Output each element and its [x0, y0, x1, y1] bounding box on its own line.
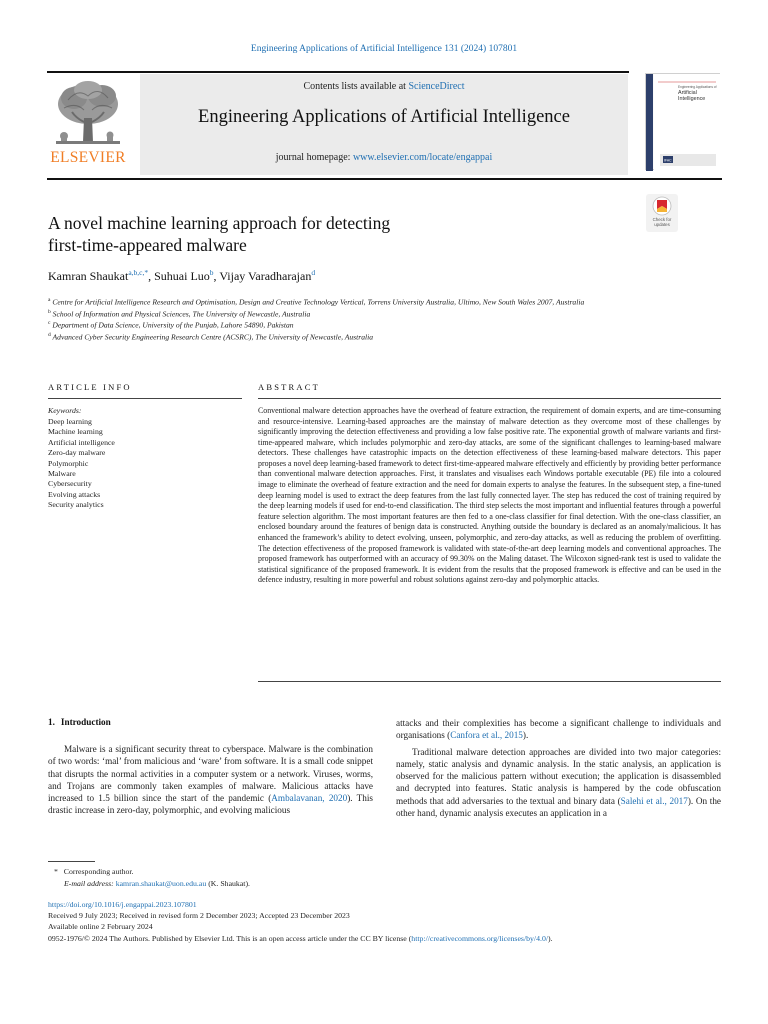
journal-cover-art: [646, 74, 721, 171]
article-metadata: [48, 899, 728, 944]
journal-cover-thumbnail[interactable]: [645, 73, 720, 170]
corresponding-author-note: [48, 866, 448, 878]
affiliation-marker: c: [48, 320, 51, 327]
author-name[interactable]: Vijay Varadharajan: [219, 269, 312, 283]
journal-homepage-link[interactable]: www.elsevier.com/locate/engappai: [352, 152, 493, 163]
affiliation-text: Advanced Cyber Security Engineering Research Centre (ACSRC), The University of Newcastle, Australia: [52, 332, 374, 342]
author-name[interactable]: Kamran Shaukat: [48, 269, 129, 283]
abstract-heading: ABSTRACT: [258, 382, 320, 392]
paragraph-text: Malware is a significant security threat to cyberspace. Malware is the combination of two words: ‘mal’ from malicious and ‘ware’ from software. It is a small code snippet that disrupts the normal activities in a computer system or a network. Viruses, worms, and Trojans are commonly taken examples of malware. Malicious attacks have increased to 1.5 billion since the start of the pandemic (: [48, 744, 373, 803]
paragraph-text: attacks and their complexities has become a significant challenge to individuals and organisations (: [396, 718, 721, 741]
keyword: Malware: [48, 469, 76, 479]
article-info-heading: ARTICLE INFO: [48, 382, 132, 392]
keywords-heading: Keywords:: [48, 406, 82, 415]
article-title-line-2: first-time-appeared malware: [48, 235, 247, 255]
email-note: [48, 878, 448, 890]
body-paragraph: [396, 717, 721, 742]
body-paragraph: [48, 743, 373, 817]
keyword: Deep learning: [48, 417, 92, 426]
footnote-rule: [48, 861, 95, 862]
license-link[interactable]: http://creativecommons.org/licenses/by/4.0/: [411, 933, 549, 943]
affiliation-text: Centre for Artificial Intelligence Research and Optimisation, Design and Creative Technology Vertical, Torrens University Australia, Ultimo, New South Wales 2007, Australia: [52, 297, 585, 307]
paragraph-text: ). On the other hand, dynamic analysis executes an application in a: [396, 795, 722, 818]
affiliation-text: School of Information and Physical Sciences, The University of Newcastle, Australia: [52, 309, 311, 319]
paragraph-text: ).: [522, 730, 529, 741]
received-dates: Received 9 July 2023; Received in revised form 2 December 2023; Accepted 23 December 2023: [48, 911, 350, 921]
authors-line: [48, 268, 648, 284]
cover-badge: IFAC: [664, 158, 672, 163]
author-name[interactable]: Suhuai Luo: [154, 269, 210, 283]
affiliation: [48, 319, 648, 330]
email-label: E-mail address:: [64, 879, 114, 888]
contents-prefix: Contents lists available at: [303, 81, 409, 92]
sciencedirect-link[interactable]: ScienceDirect: [408, 81, 465, 92]
crossmark-icon: [646, 194, 678, 232]
keyword: Machine learning: [48, 427, 103, 437]
author-affiliation-marker[interactable]: b: [209, 268, 214, 277]
body-paragraph: [396, 746, 721, 820]
paragraph-text: ). This drastic increase in zero-day, polymorphic, and evolving malicious: [48, 793, 373, 816]
citation-link[interactable]: Canfora et al., 2015: [450, 730, 523, 741]
keywords-list: [48, 417, 238, 511]
footnote-text: Corresponding author.: [63, 867, 134, 876]
keyword: Zero-day malware: [48, 448, 106, 458]
elsevier-wordmark: ELSEVIER: [50, 149, 126, 166]
cover-line-2: Artificial: [678, 90, 697, 96]
author-email-link[interactable]: kamran.shaukat@uon.edu.au: [115, 879, 207, 888]
cover-line-3: Intelligence: [678, 96, 706, 102]
article-info-rule: [48, 398, 242, 399]
abstract-text: Conventional malware detection approaches have the overhead of feature extraction, the requirement of domain experts, and are time-consuming and resource-intensive. Learning-based approaches are the mainstay of malware detection as they overcome most of these challenges by significantly improving the detection effectiveness and providing a low false positive rate. The exponential growth of malware variants and first-time-appeared malware, which includes polymorphic and zero-day attacks, are some of the significant challenges to learning-based malware detectors. These challenges have catastrophic impacts on the detection effectiveness of these learning-based malware detectors. This paper proposes a novel deep learning-based framework to detect first-time-appeared malware effectively and efficiently by providing better performance than conventional malware detection approaches. First, it translates and visualises each Windows portable executable (PE) file into a coloured image to eliminate the overhead of feature extraction and the need for domain experts to analyse the features. In the subsequent step, a fine-tuned deep learning model is used to extract the deep features from the last fully connected layer. The step has reduced the cost of training required by the deep learning models if used for end-to-end classification. The third step selects the most important and influential features through a powerful feature selection algorithm. The most important features are then fed to a one-class classifier for final detection. With the one-class classifier, an enclosed boundary around the features of benign data is constructed. Anything outside the boundary is declared as an anomaly/malicious. It has enhanced the framework’s ability to detect evolving, unseen, polymorphic, and zero-day attacks, as well as reducing the problem of overfitting. The detection effectiveness of the proposed framework is validated with state-of-the-art deep learning models and conventional approaches. The proposed framework has outperformed with an accuracy of 99.30% on the Maling dataset. The Wilcoxon signed-rank test is used to validate the statistical significance of the proposed framework. It is evident from the results that the proposed framework is effective and can be used in the defence industry, resulting in more powerful and robust solutions against zero-day and polymorphic attacks.: [258, 406, 721, 585]
abstract-top-rule: [258, 398, 721, 399]
check-for-updates-badge[interactable]: [646, 194, 678, 232]
affiliation-marker: a: [48, 297, 51, 303]
cover-line-1: Engineering Applications of: [678, 85, 717, 89]
article-title: [48, 212, 608, 256]
keyword: Polymorphic: [48, 458, 89, 468]
license-line: [48, 933, 728, 944]
journal-citation[interactable]: Engineering Applications of Artificial Intelligence 131 (2024) 107801: [250, 44, 518, 54]
abstract-bottom-rule: [258, 681, 721, 682]
affiliation-text: Department of Data Science, University of the Punjab, Lahore 54890, Pakistan: [52, 320, 294, 330]
affiliation: [48, 331, 648, 342]
homepage-prefix: journal homepage:: [275, 152, 353, 163]
keyword: Evolving attacks: [48, 489, 101, 499]
affiliation-marker: b: [48, 308, 51, 315]
contents-line: [140, 81, 628, 92]
author-separator: ,: [148, 269, 155, 283]
section-number: 1.: [48, 717, 55, 727]
keyword: Security analytics: [48, 500, 104, 510]
crossmark-label-1: Check for: [652, 217, 672, 222]
license-prefix: 0952-1976/© 2024 The Authors. Published by Elsevier Ltd. This is an open access article under the CC BY license (: [48, 933, 412, 943]
author-affiliation-marker[interactable]: a,b,c,*: [128, 268, 149, 277]
doi-link[interactable]: https://doi.org/10.1016/j.engappai.2023.107801: [48, 900, 197, 909]
introduction-heading: [48, 717, 111, 727]
affiliation: [48, 308, 648, 319]
author-separator: ,: [213, 269, 220, 283]
paragraph-text: Traditional malware detection approaches are divided into two major categories: namely, static analysis and dynamic analysis. In the static analysis, an application is observed for the malicious pattern without execution; the application is disassembled and decrypted into features. Static analysis is hampered by the code obfuscation methods that add adversaries to the textual and binary data (: [396, 746, 721, 806]
masthead-top-rule: [47, 71, 629, 73]
email-suffix: (K. Shaukat).: [208, 879, 250, 888]
journal-name: Engineering Applications of Artificial Intelligence: [198, 107, 570, 127]
body-column-left: [48, 743, 373, 817]
citation-link[interactable]: Salehi et al., 2017: [620, 795, 688, 806]
keyword: Artificial intelligence: [48, 437, 115, 447]
section-title: Introduction: [60, 717, 111, 727]
author-affiliation-marker[interactable]: d: [311, 268, 316, 277]
affiliation: [48, 296, 648, 307]
affiliations-list: [48, 296, 648, 342]
journal-homepage-line: [140, 152, 628, 163]
article-title-line-1: A novel machine learning approach for detecting: [48, 213, 391, 233]
citation-link[interactable]: Ambalavanan, 2020: [271, 793, 348, 803]
crossmark-label-2: updates: [654, 222, 670, 227]
affiliation-marker: d: [48, 331, 51, 338]
available-online-date: Available online 2 February 2024: [48, 922, 153, 932]
journal-banner: [140, 74, 628, 175]
license-suffix: ).: [548, 933, 553, 943]
footnote-symbol: *: [54, 867, 58, 876]
keyword: Cybersecurity: [48, 479, 92, 489]
footnotes: [48, 866, 448, 890]
masthead-bottom-rule: [47, 178, 722, 180]
body-column-right: [396, 717, 721, 819]
